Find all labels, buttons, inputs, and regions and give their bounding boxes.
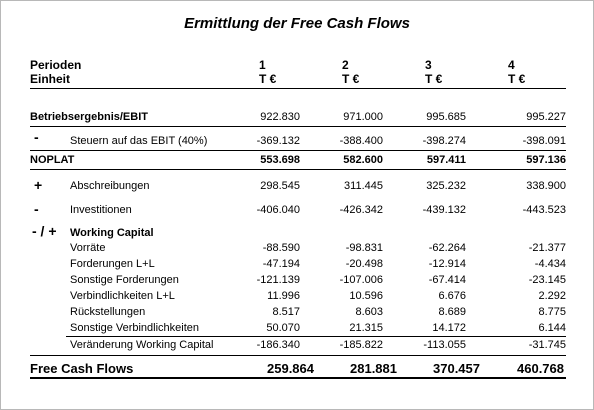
- abschreibungen-value: 325.232: [426, 180, 466, 192]
- ebit-value: 922.830: [260, 111, 300, 123]
- period-1: 1: [259, 58, 266, 72]
- abschreibungen-label: Abschreibungen: [70, 180, 150, 192]
- ebit-value: 995.685: [426, 111, 466, 123]
- noplat-value: 582.600: [343, 154, 383, 166]
- period-4: 4: [508, 58, 515, 72]
- verbindlichkeiten-value: 2.292: [538, 290, 566, 302]
- rueckstellungen-label: Rückstellungen: [70, 306, 146, 318]
- fcf-value: 370.457: [433, 361, 480, 376]
- rueckstellungen-value: 8.517: [272, 306, 300, 318]
- ebit-label: Betriebsergebnis/EBIT: [30, 111, 148, 123]
- wc-subtotal-rule: [66, 336, 566, 337]
- abschreibungen-value: 298.545: [260, 180, 300, 192]
- verbindlichkeiten-label: Verbindlichkeiten L+L: [70, 290, 175, 302]
- forderungen-value: -47.194: [262, 258, 300, 270]
- minus-sign: -: [34, 129, 39, 145]
- investitionen-value: -443.523: [522, 204, 566, 216]
- forderungen-label: Forderungen L+L: [70, 258, 155, 270]
- investitionen-value: -406.040: [256, 204, 300, 216]
- noplat-label: NOPLAT: [30, 154, 75, 166]
- unit-2: T €: [342, 72, 360, 86]
- rueckstellungen-value: 8.689: [438, 306, 466, 318]
- vorraete-label: Vorräte: [70, 242, 106, 254]
- veraenderung-wc-value: -186.340: [256, 339, 300, 351]
- sonstige-forderungen-value: -121.139: [256, 274, 300, 286]
- fcf-value: 259.864: [267, 361, 314, 376]
- investitionen-value: -439.132: [422, 204, 466, 216]
- period-3: 3: [425, 58, 432, 72]
- fcf-value: 281.881: [350, 361, 397, 376]
- forderungen-value: -4.434: [534, 258, 566, 270]
- sonstige-verbindlichkeiten-value: 50.070: [266, 322, 300, 334]
- forderungen-value: -12.914: [428, 258, 466, 270]
- sonstige-forderungen-value: -67.414: [428, 274, 466, 286]
- ebit-value: 995.227: [526, 111, 566, 123]
- fcf-label: Free Cash Flows: [30, 361, 134, 376]
- steuern-rule: [30, 150, 566, 151]
- vorraete-value: -98.831: [345, 242, 383, 254]
- sonstige-verbindlichkeiten-value: 21.315: [349, 322, 383, 334]
- sonstige-forderungen-value: -107.006: [339, 274, 383, 286]
- steuern-value: -369.132: [256, 135, 300, 147]
- verbindlichkeiten-value: 6.676: [438, 290, 466, 302]
- unit-4: T €: [508, 72, 526, 86]
- verbindlichkeiten-value: 11.996: [267, 290, 300, 302]
- page-title: Ermittlung der Free Cash Flows: [184, 15, 410, 32]
- abschreibungen-value: 338.900: [526, 180, 566, 192]
- perioden-label: Perioden: [30, 58, 82, 72]
- unit-3: T €: [425, 72, 443, 86]
- steuern-value: -388.400: [339, 135, 383, 147]
- fcf-bottom-rule: [30, 377, 566, 379]
- noplat-value: 553.698: [260, 154, 300, 166]
- sonstige-forderungen-label: Sonstige Forderungen: [70, 274, 179, 286]
- steuern-label: Steuern auf das EBIT (40%): [70, 135, 208, 147]
- investitionen-label: Investitionen: [70, 204, 132, 216]
- steuern-value: -398.091: [522, 135, 566, 147]
- fcf-value: 460.768: [517, 361, 564, 376]
- vorraete-value: -62.264: [428, 242, 466, 254]
- einheit-label: Einheit: [30, 72, 71, 86]
- veraenderung-wc-value: -185.822: [339, 339, 383, 351]
- veraenderung-wc-value: -113.055: [423, 339, 466, 351]
- noplat-value: 597.136: [526, 154, 566, 166]
- verbindlichkeiten-value: 10.596: [349, 290, 383, 302]
- period-2: 2: [342, 58, 349, 72]
- header-rule: [30, 88, 566, 89]
- ebit-rule: [30, 126, 566, 127]
- ebit-value: 971.000: [343, 111, 383, 123]
- vorraete-value: -21.377: [528, 242, 566, 254]
- abschreibungen-value: 311.445: [344, 180, 383, 192]
- rueckstellungen-value: 8.775: [538, 306, 566, 318]
- sonstige-forderungen-value: -23.145: [528, 274, 566, 286]
- unit-1: T €: [259, 72, 277, 86]
- sonstige-verbindlichkeiten-label: Sonstige Verbindlichkeiten: [70, 322, 200, 334]
- veraenderung-wc-label: Veränderung Working Capital: [70, 339, 214, 351]
- fcf-top-rule: [30, 355, 566, 356]
- rueckstellungen-value: 8.603: [355, 306, 383, 318]
- noplat-rule: [30, 169, 566, 170]
- investitionen-value: -426.342: [339, 204, 383, 216]
- steuern-value: -398.274: [422, 135, 466, 147]
- sonstige-verbindlichkeiten-value: 6.144: [538, 322, 566, 334]
- veraenderung-wc-value: -31.745: [528, 339, 566, 351]
- plus-sign: +: [34, 177, 43, 193]
- minus-plus-sign: - / +: [32, 223, 57, 239]
- vorraete-value: -88.590: [262, 242, 300, 254]
- sonstige-verbindlichkeiten-value: 14.172: [432, 322, 466, 334]
- forderungen-value: -20.498: [345, 258, 383, 270]
- working-capital-heading: Working Capital: [70, 227, 154, 239]
- noplat-value: 597.411: [426, 154, 466, 166]
- minus-sign: -: [34, 201, 39, 217]
